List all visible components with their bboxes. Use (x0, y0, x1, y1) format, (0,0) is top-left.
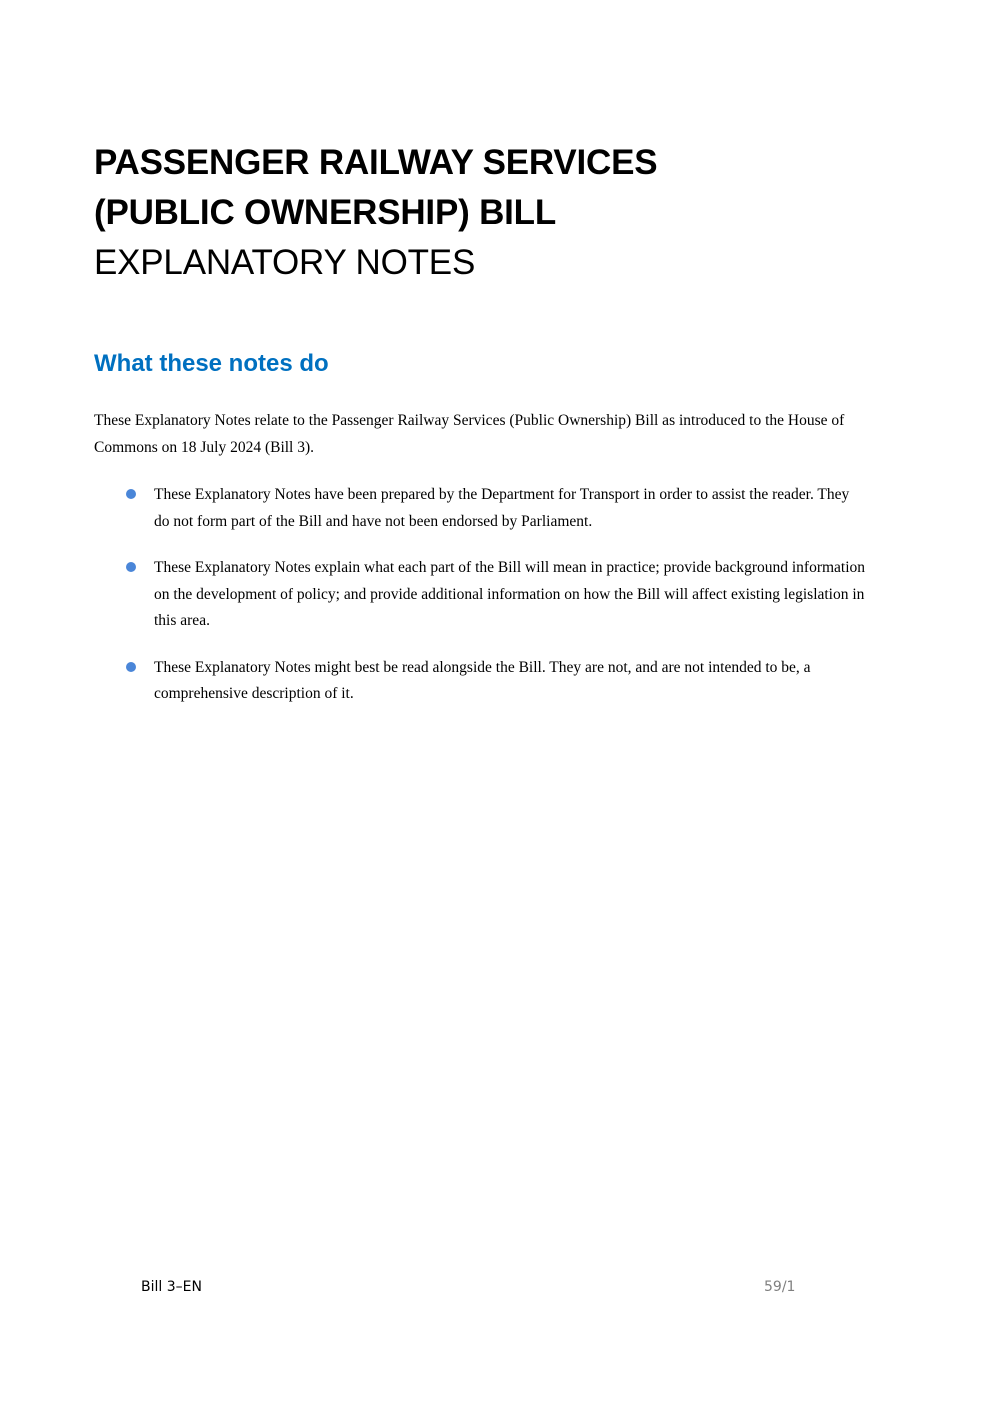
document-title-block (94, 138, 894, 288)
document-title-line-2: (PUBLIC OWNERSHIP) BILL (94, 193, 557, 232)
bullet-list (126, 482, 866, 728)
bullet-item (126, 482, 866, 535)
bullet-text: These Explanatory Notes might best be read alongside the Bill. They are not, and are not intended to be, a comprehensive description of it. (154, 658, 811, 702)
footer-page-code: 59/1 (764, 1279, 796, 1295)
footer-bill-reference: Bill 3–EN (141, 1279, 202, 1295)
section-heading: What these notes do (94, 350, 329, 377)
bullet-text: These Explanatory Notes have been prepared by the Department for Transport in order to assist the reader. They do not form part of the Bill and have not been endorsed by Parliament. (154, 486, 850, 530)
bullet-item (126, 555, 866, 635)
bullet-item (126, 655, 866, 708)
bullet-dot-icon (126, 562, 136, 572)
bullet-text: These Explanatory Notes explain what each part of the Bill will mean in practice; provide background information on the development of policy; and provide additional information on how the Bill will affect existing legislation in this area. (154, 559, 866, 629)
intro-paragraph: These Explanatory Notes relate to the Passenger Railway Services (Public Ownership) Bill as introduced to the House of Commons on 18 July 2024 (Bill 3). (94, 412, 845, 456)
document-title-line-1: PASSENGER RAILWAY SERVICES (94, 143, 658, 182)
bullet-dot-icon (126, 662, 136, 672)
document-subtitle: EXPLANATORY NOTES (94, 243, 476, 282)
bullet-dot-icon (126, 489, 136, 499)
